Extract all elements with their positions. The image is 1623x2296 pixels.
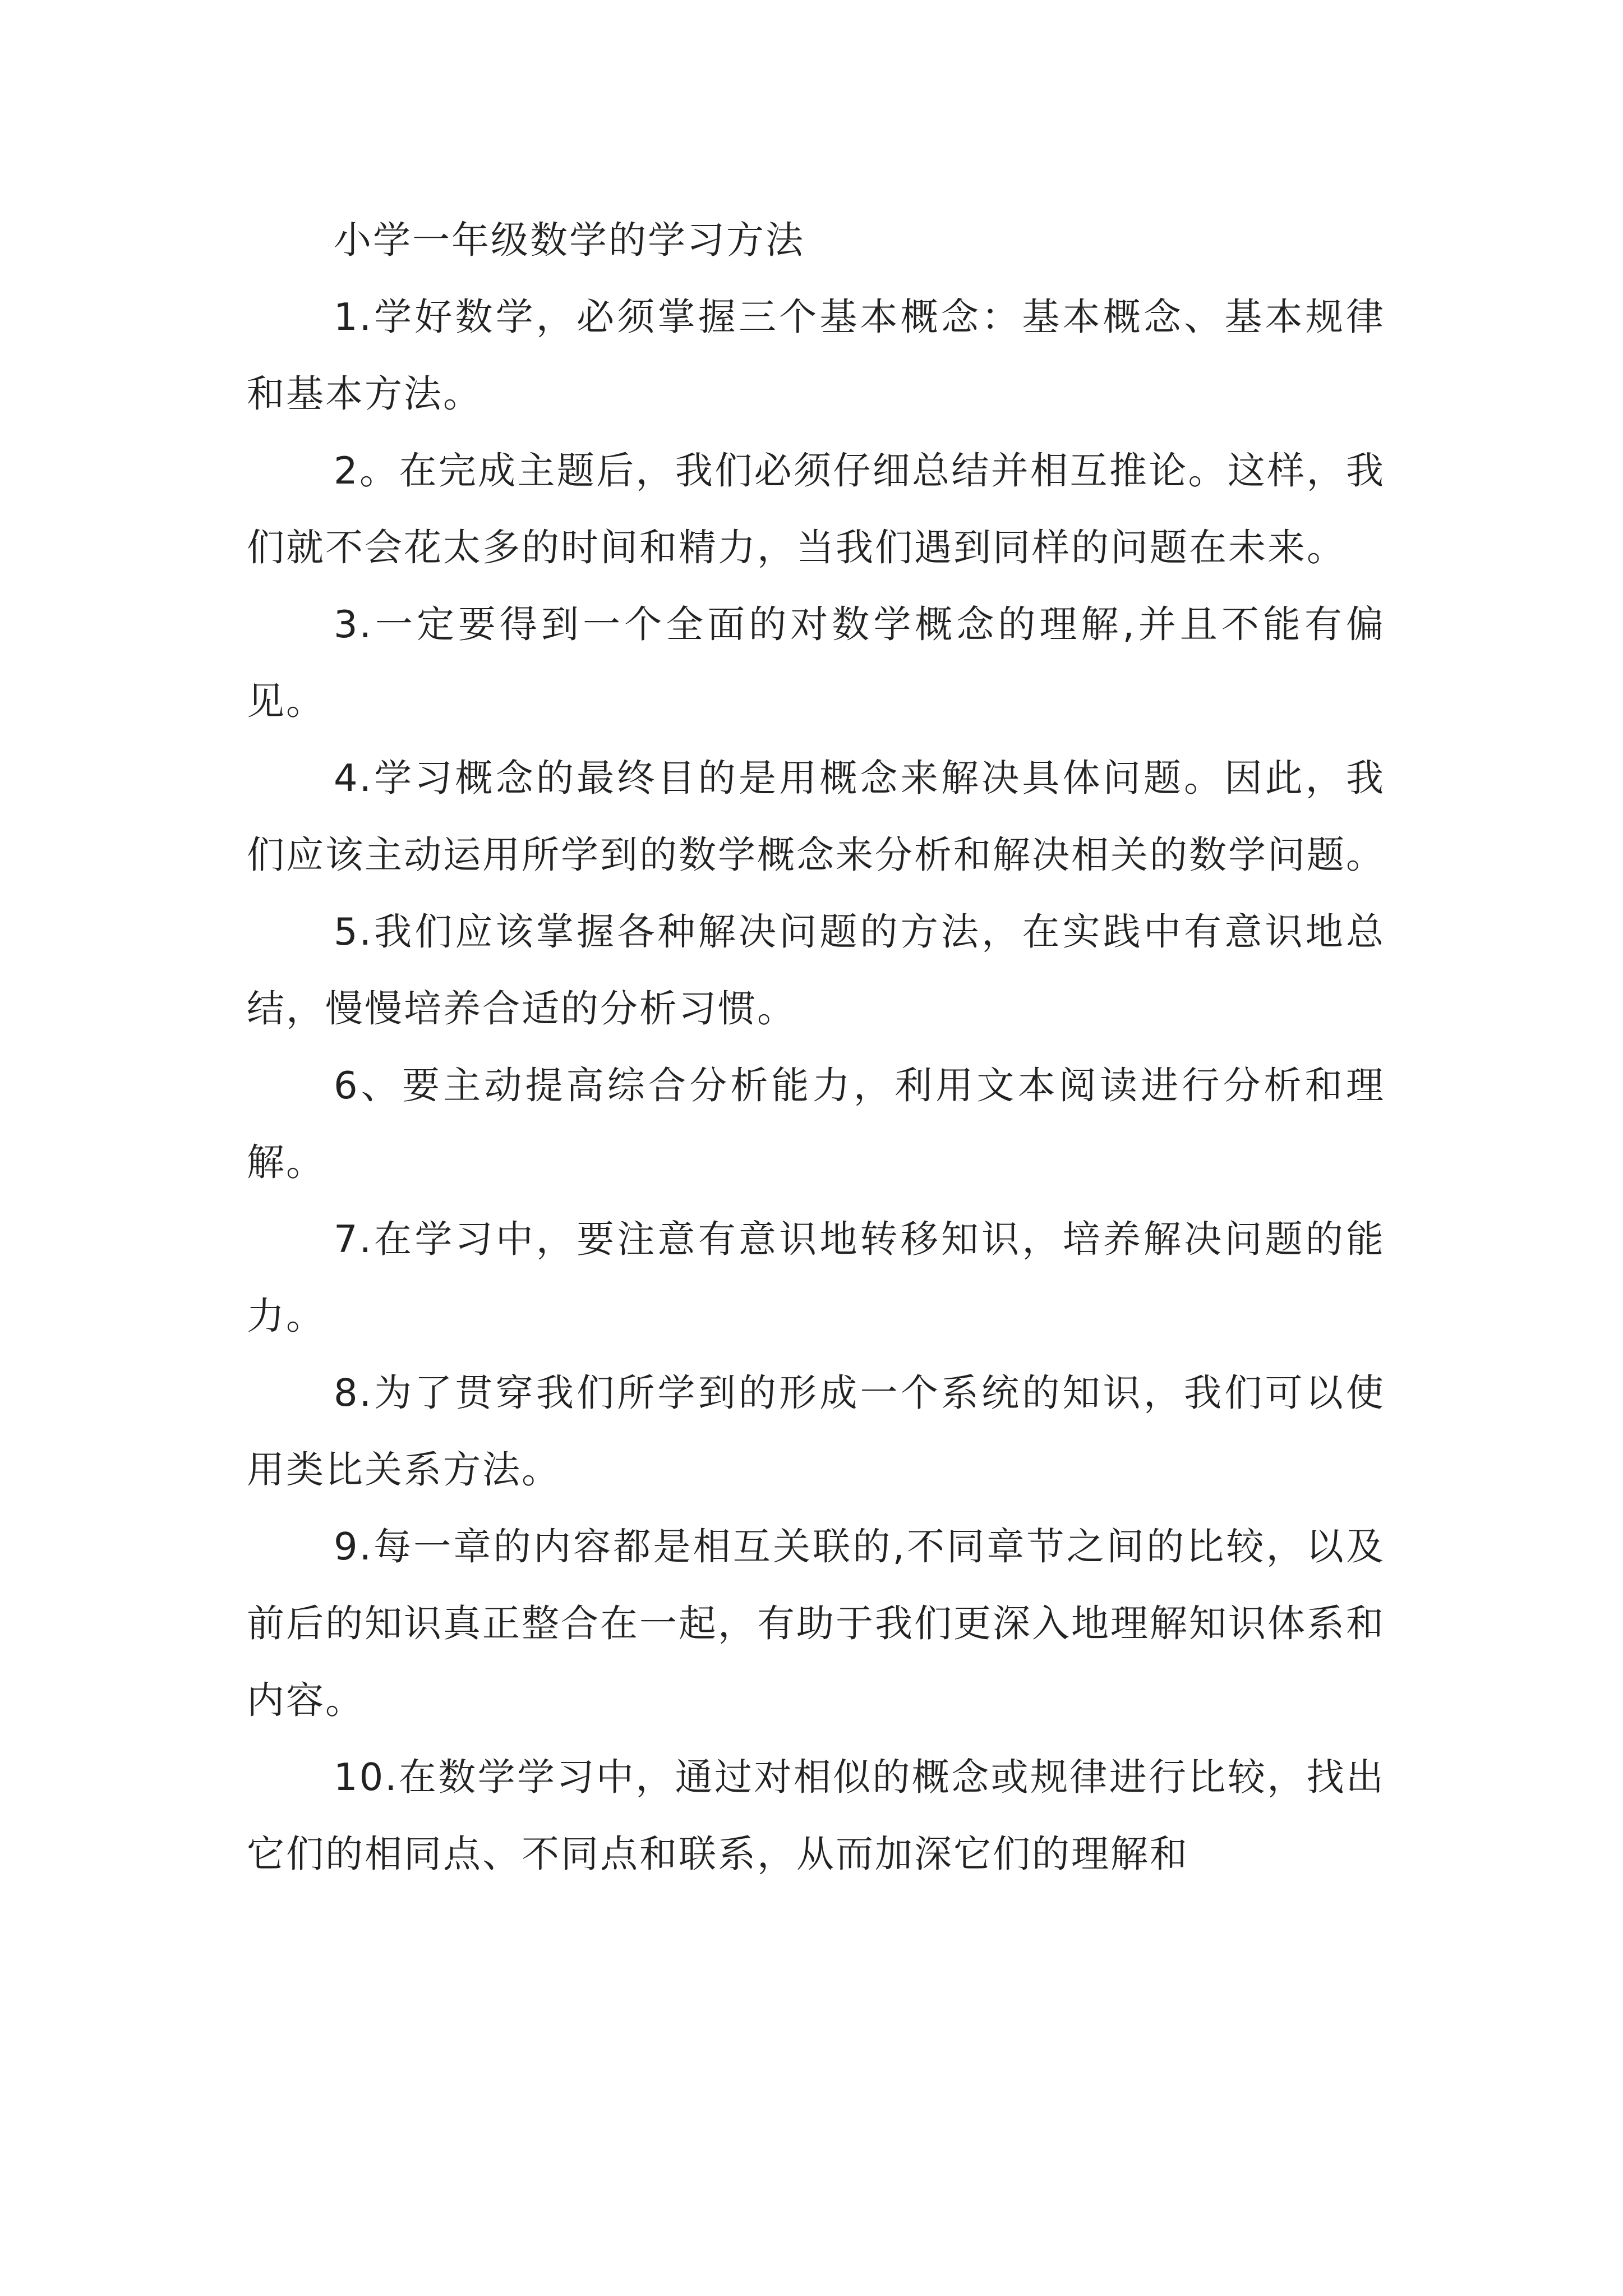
paragraph-10: 10.在数学学习中，通过对相似的概念或规律进行比较，找出它们的相同点、不同点和联系，从而加深它们的理解和 (247, 1755, 1385, 1876)
paragraph-3: 3.一定要得到一个全面的对数学概念的理解,并且不能有偏见。 (247, 602, 1385, 723)
document-body (247, 202, 1385, 1893)
paragraph-7: 7.在学习中，要注意有意识地转移知识，培养解决问题的能力。 (247, 1217, 1385, 1338)
paragraph-4: 4.学习概念的最终目的是用概念来解决具体问题。因此，我们应该主动运用所学到的数学概念来分析和解决相关的数学问题。 (247, 756, 1385, 877)
paragraph-5: 5.我们应该掌握各种解决问题的方法，在实践中有意识地总结，慢慢培养合适的分析习惯。 (247, 910, 1385, 1030)
paragraph-6: 6、要主动提高综合分析能力，利用文本阅读进行分析和理解。 (247, 1064, 1385, 1184)
paragraph-1: 1.学好数学，必须掌握三个基本概念：基本概念、基本规律和基本方法。 (247, 295, 1385, 416)
paragraph-9: 9.每一章的内容都是相互关联的,不同章节之间的比较，以及前后的知识真正整合在一起，有助于我们更深入地理解知识体系和内容。 (247, 1525, 1385, 1722)
paragraph-2: 2。在完成主题后，我们必须仔细总结并相互推论。这样，我们就不会花太多的时间和精力，当我们遇到同样的问题在未来。 (247, 449, 1385, 569)
paragraph-8: 8.为了贯穿我们所学到的形成一个系统的知识，我们可以使用类比关系方法。 (247, 1371, 1385, 1492)
document-title: 小学一年级数学的学习方法 (334, 218, 805, 262)
